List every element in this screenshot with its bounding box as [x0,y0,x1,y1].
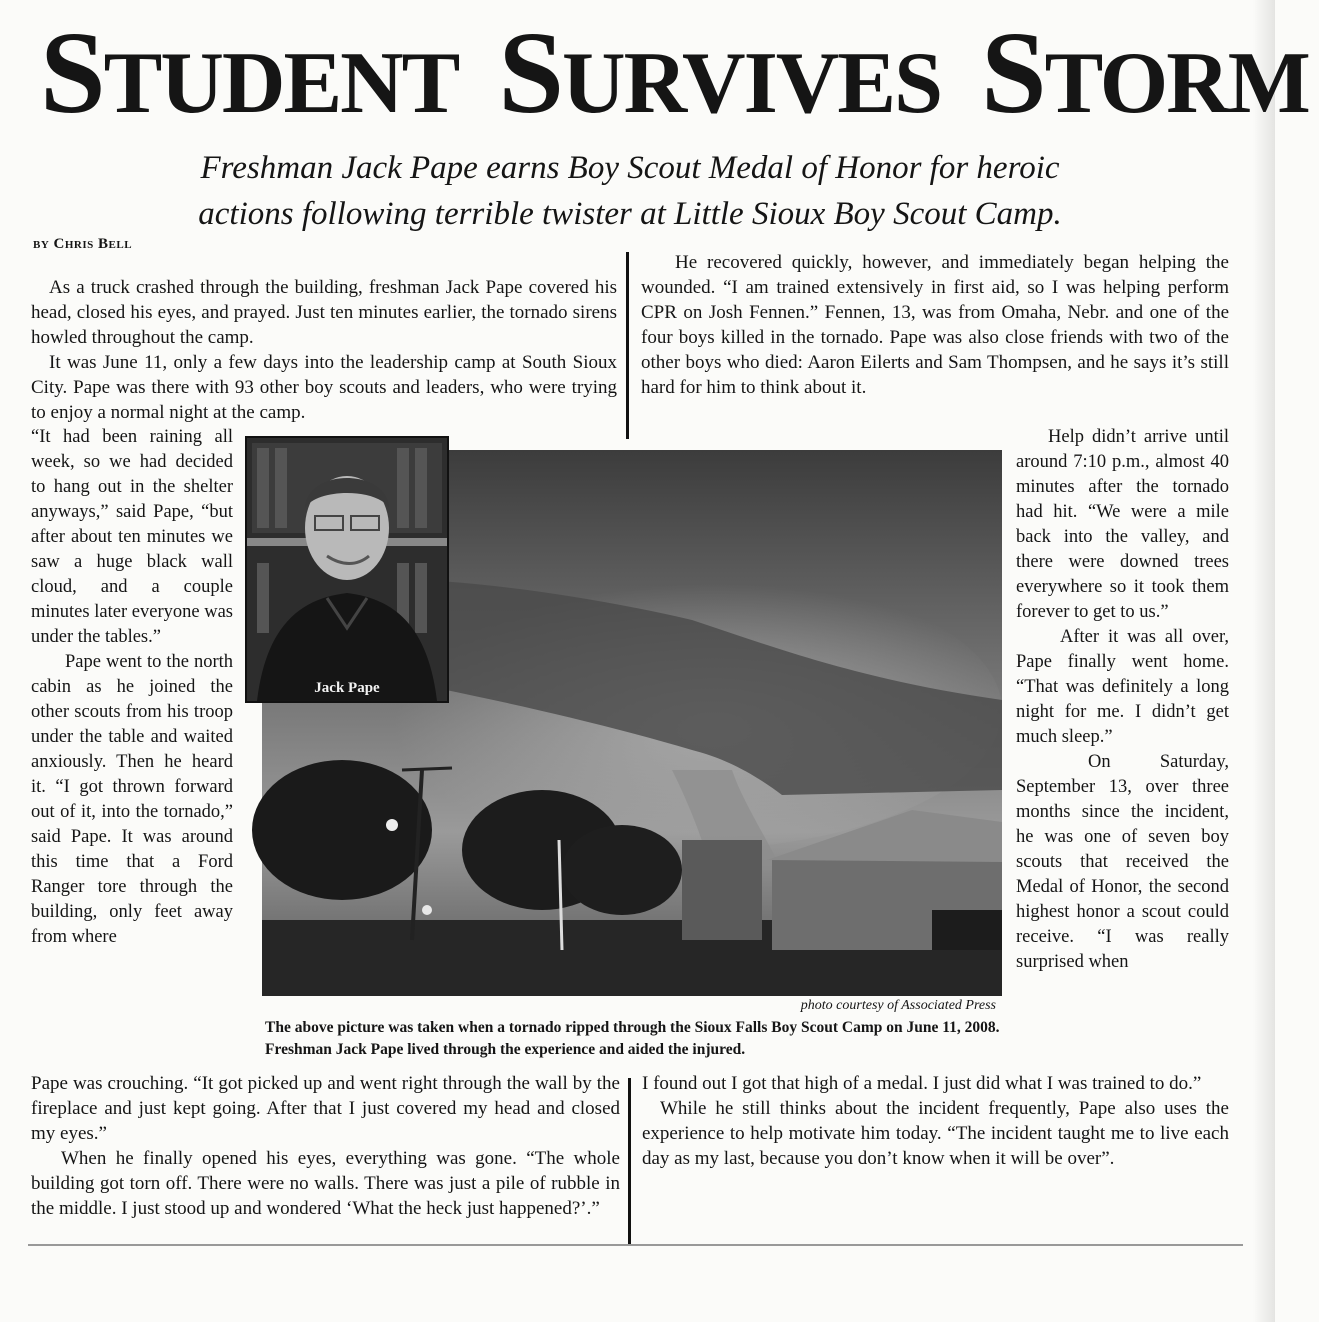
column-rule-top [626,252,629,439]
col2-bottom-text: I found out I got that high of a medal. I just did what I was trained to do.” While he still thinks about the incident frequently, Pape also uses the experience to help motivate him today. “The incident taught me to live each day as my last, because you don’t know when it will be over”. [642,1073,1229,1169]
col1-top-text: As a truck crashed through the building, freshman Jack Pape covered his head, closed his eyes, and prayed. Just ten minutes earlier, the tornado sirens howled throughout the camp. It was June 11, only a few days into the leadership camp at South Sioux City. Pape was there with 93 other boy scouts and leaders, who were trying to enjoy a normal night at the camp. [31,277,617,423]
col2-narrow-text: Help didn’t arrive until around 7:10 p.m., almost 40 minutes after the tornado had hit. “We were a mile back into the valley, and there were downed trees everywhere so it took them forever to get to us.” After it was all over, Pape finally went home. “That was definitely a long night for me. I didn’t get much sleep.” On Saturday, September 13, over three months since the incident, he was one of seven boy scouts that received the Medal of Honor, the second highest honor a scout could receive. “I was really surprised when [1016,427,1229,972]
col1-bottom-text: Pape was crouching. “It got picked up and went right through the wall by the fireplace and just kept going. After that I just covered my head and closed my eyes.” When he finally opened his eyes, everything was gone. “The whole building got torn off. There were no walls. There was just a pile of rubble in the middle. I just stood up and wondered ‘What the heck just happened?’.” [31,1073,620,1219]
portrait-label: Jack Pape [314,680,380,696]
scan-edge-shadow [1253,0,1275,1322]
bottom-border [28,1244,1243,1246]
headline: STUDENT SURVIVES STORM [40,7,1309,138]
photo-caption: The above picture was taken when a tornado ripped through the Sioux Falls Boy Scout Camp on June 11, 2008. Freshman Jack Pape lived through the experience and aided the injured. [265,1019,1000,1058]
byline: by Chris Bell [33,236,133,252]
subheadline: Freshman Jack Pape earns Boy Scout Medal of Honor for heroic actions following terrible twister at Little Sioux Boy Scout Camp. [198,150,1062,232]
portrait-photo [245,436,449,703]
col2-top-text: He recovered quickly, however, and immediately began helping the wounded. “I am trained extensively in first aid, so I was helping perform CPR on Josh Fennen.” Fennen, 13, was from Omaha, Nebr. and one of the four boys killed in the tornado. Pape was also close friends with two of the other boys who died: Aaron Eilerts and Sam Thompsen, and he says it’s still hard for him to think about it. [641,252,1229,398]
photo-credit: photo courtesy of Associated Press [800,998,996,1013]
column-rule-bottom [628,1078,631,1245]
portrait-image [247,438,447,701]
col1-narrow-text: “It had been raining all week, so we had decided to hang out in the shelter anyways,” said Pape, “but after about ten minutes we saw a huge black wall cloud, and a couple minutes later everyone was under the tables.” Pape went to the north cabin as he joined the other scouts from his troop under the table and waited anxiously. Then he heard it. “I got thrown forward out of it, into the tornado,” said Pape. It was around this time that a Ford Ranger tore through the building, only feet away from where [31,427,233,947]
